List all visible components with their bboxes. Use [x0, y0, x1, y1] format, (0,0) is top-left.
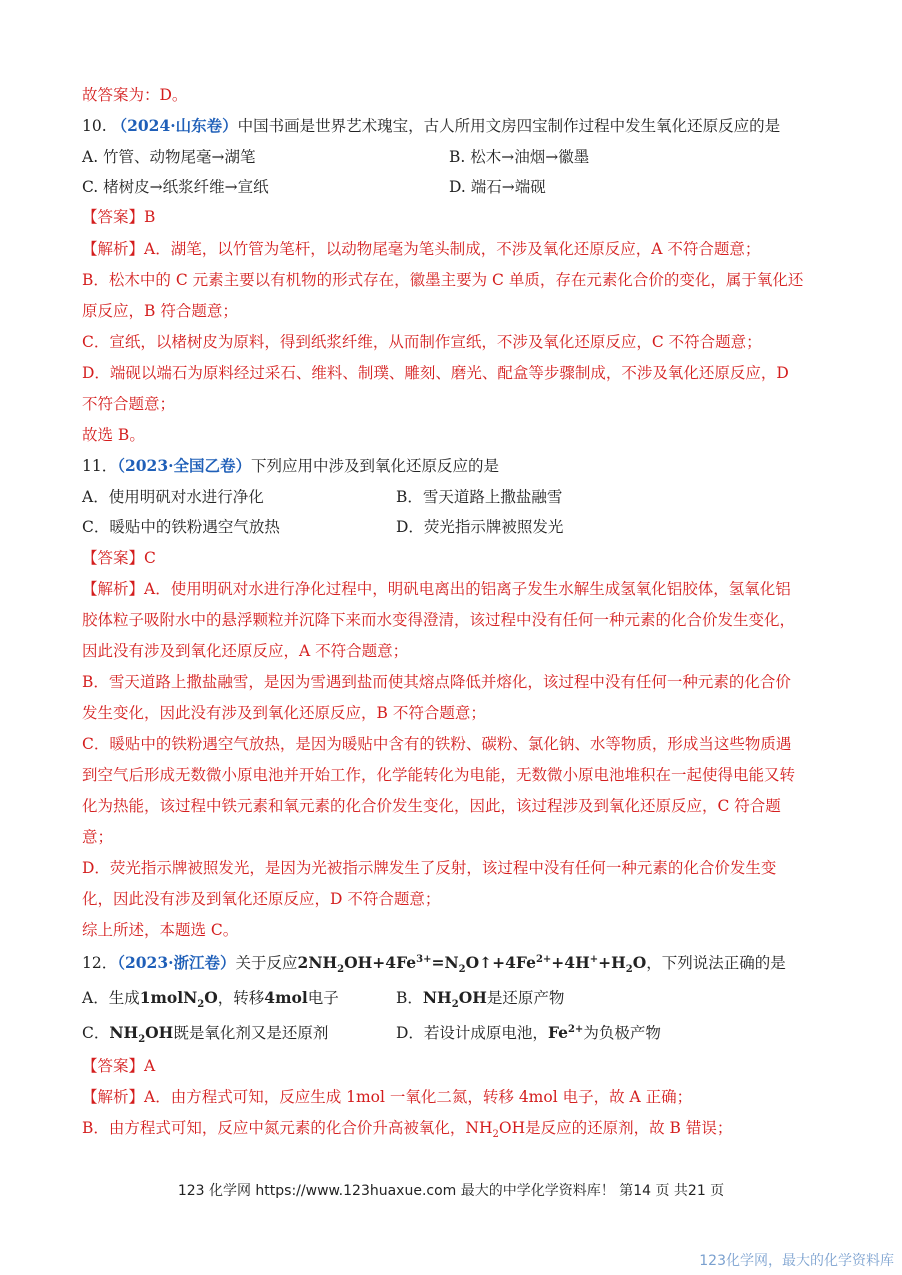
option-c: C. 楮树皮→纸浆纤维→宣纸 [82, 178, 269, 196]
question-10-answer: 【答案】B [82, 208, 156, 226]
question-text: 中国书画是世界艺术瑰宝，古人所用文房四宝制作过程中发生氧化还原反应的是 [237, 117, 781, 135]
question-11-explanation-line: 发生变化，因此没有涉及到氧化还原反应，B 不符合题意； [82, 704, 486, 722]
question-11-explanation-line: 意； [82, 828, 114, 846]
arrow-up-icon: ↑ [479, 953, 493, 972]
question-number: 10. [82, 117, 107, 135]
question-11-explanation-line: 【解析】A．使用明矾对水进行净化过程中，明矾电离出的铝离子发生水解生成氢氧化铝胶体，氢氧化铝 [82, 580, 791, 598]
option-c: C．暖贴中的铁粉遇空气放热 [82, 518, 280, 536]
brand-watermark: 123化学网，最大的化学资料库 [699, 1253, 894, 1269]
question-11-stem [82, 456, 499, 476]
question-10-explanation-line: D．端砚以端石为原料经过采石、维料、制璞、雕刻、磨光、配盒等步骤制成，不涉及氧化还原反应，D [82, 364, 789, 382]
option-a: A. 竹管、动物尾毫→湖笔 [82, 148, 256, 166]
question-source: （2023·浙江卷） [117, 953, 236, 972]
page-footer: 123 化学网 https://www.123huaxue.com 最大的中学化学资料库！ 第14 页 共21 页 [177, 1183, 725, 1199]
question-11-explanation-line: D．荧光指示牌被照发光，是因为光被指示牌发生了反射，该过程中没有任何一种元素的化合价发生变 [82, 859, 777, 877]
question-number: 11． [82, 457, 118, 475]
question-11-explanation-line: 化，因此没有涉及到氧化还原反应，D 不符合题意； [82, 890, 441, 908]
question-number: 12． [82, 954, 118, 972]
question-11-explanation-line: 到空气后形成无数微小原电池并开始工作，化学能转化为电能，无数微小原电池堆积在一起使得电能又转 [82, 766, 796, 784]
question-10-explanation-line: 不符合题意； [82, 395, 176, 413]
question-11-explanation-line: 因此没有涉及到氧化还原反应，A 不符合题意； [82, 642, 409, 660]
option-b: B．$NH_2OH$是还原产物 [396, 988, 565, 1011]
question-11-options-row1 [82, 487, 563, 507]
question-12-explanation-line: 【解析】A．由方程式可知，反应生成 1mol 一氧化二氮，转移 4mol 电子，故 A 正确； [82, 1088, 693, 1106]
option-a: A．使用明矾对水进行净化 [82, 488, 264, 506]
option-d: D．若设计成原电池，$Fe^{2+}$为负极产物 [396, 1023, 661, 1042]
question-11-explanation-line: 化为热能，该过程中铁元素和氧元素的化合价发生变化，因此，该过程涉及到氧化还原反应，C 符合题 [82, 797, 781, 815]
reaction-equation: $2NH_2OH+4Fe^{3+}=N_2O↑+4Fe^{2+}+4H^++H_2O$ [297, 953, 647, 976]
option-b: B. 松木→油烟→徽墨 [449, 148, 590, 166]
question-source: （2024·山东卷） [111, 116, 238, 135]
option-d: D. 端石→端砚 [449, 178, 546, 196]
question-12-options-row1 [82, 988, 565, 1011]
question-12-options-row2 [82, 1023, 661, 1046]
question-11-answer: 【答案】C [82, 549, 156, 567]
question-11-explanation-line: 胶体粒子吸附水中的悬浮颗粒并沉降下来而水变得澄清，该过程中没有任何一种元素的化合价发生变化， [82, 611, 796, 629]
question-10-explanation-line: 【解析】A．湖笔，以竹管为笔杆，以动物尾毫为笔头制成，不涉及氧化还原反应，A 不符合题意； [82, 240, 761, 258]
question-10-explanation-line: C．宣纸，以楮树皮为原料，得到纸浆纤维，从而制作宣纸，不涉及氧化还原反应，C 不符合题意； [82, 333, 762, 351]
question-source: （2023·全国乙卷） [117, 456, 252, 475]
question-12-answer: 【答案】A [82, 1057, 156, 1075]
question-10-conclusion: 故选 B。 [82, 426, 145, 444]
question-11-explanation-line: B．雪天道路上撒盐融雪，是因为雪遇到盐而使其熔点降低并熔化，该过程中没有任何一种元素的化合价 [82, 673, 791, 691]
answer-q9-conclusion: 故答案为：D。 [82, 86, 188, 104]
question-10-explanation-line: B．松木中的 C 元素主要以有机物的形式存在，徽墨主要为 C 单质，存在元素化合价的变化，属于氧化还 [82, 271, 804, 289]
question-text: 关于反应 [235, 954, 298, 972]
question-text: 下列应用中涉及到氧化还原反应的是 [251, 457, 500, 475]
question-10-options-row1 [82, 147, 590, 167]
question-10-explanation-line: 原反应，B 符合题意； [82, 302, 238, 320]
question-11-conclusion: 综上所述，本题选 C。 [82, 921, 239, 939]
question-11-options-row2 [82, 517, 564, 537]
option-b: B．雪天道路上撒盐融雪 [396, 488, 563, 506]
question-12-explanation-line: B．由方程式可知，反应中氮元素的化合价升高被氧化，$NH_2OH$是反应的还原剂，故 B 错误； [82, 1119, 733, 1141]
option-d: D．荧光指示牌被照发光 [396, 518, 564, 536]
option-a: A．生成1molN$_2$O，转移4mol电子 [82, 988, 339, 1011]
option-c: C．$NH_2OH$既是氧化剂又是还原剂 [82, 1023, 329, 1046]
question-11-explanation-line: C．暖贴中的铁粉遇空气放热，是因为暖贴中含有的铁粉、碳粉、氯化钠、水等物质，形成当这些物质遇 [82, 735, 792, 753]
question-10-options-row2 [82, 177, 546, 197]
question-10-stem [82, 116, 780, 136]
question-12-stem [82, 953, 786, 976]
question-text: ，下列说法正确的是 [646, 954, 786, 972]
